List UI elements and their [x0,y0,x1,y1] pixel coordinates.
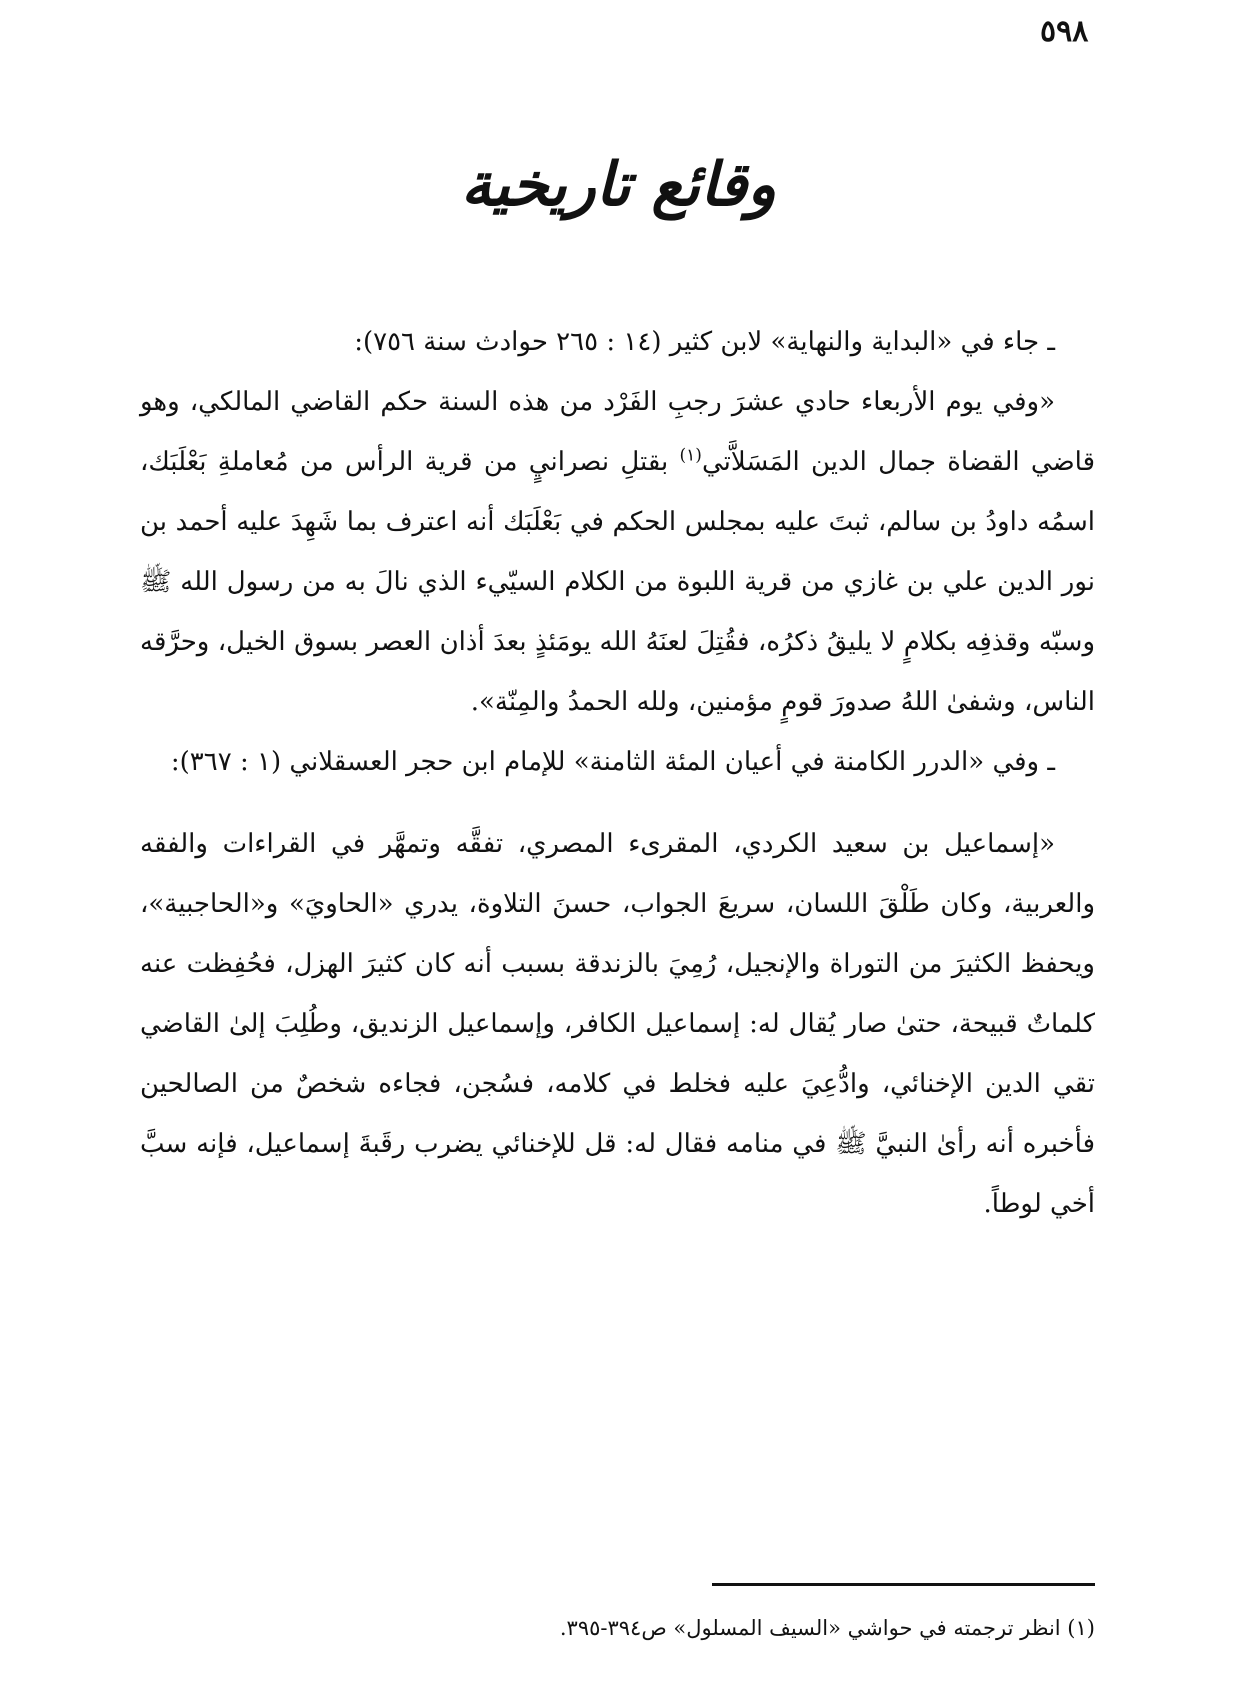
main-text [140,312,1095,1234]
source-citation-1: ـ جاء في «البداية والنهاية» لابن كثير (١٤ : ٢٦٥ حوادث سنة ٧٥٦): [354,327,1055,357]
quote-paragraph-1 [140,372,1095,732]
quote-1-text-start: «وفي يوم الأربعاء حادي عشرَ رجبِ الفَرْد من هذه السنة حكم القاضي المالكي، وهو قاضي القضاة جمال الدين المَسَلاَّتي [140,387,1095,477]
footnote-reference: (١) [679,445,702,466]
source-citation-2: ـ وفي «الدرر الكامنة في أعيان المئة الثامنة» للإمام ابن حجر العسقلاني (١ : ٣٦٧): [170,747,1055,777]
footnote-divider [712,1583,1095,1586]
quote-paragraph-2: «إسماعيل بن سعيد الكردي، المقرىء المصري، تفقَّه وتمهَّر في القراءات والفقه والعربية، وكان طَلْقَ اللسان، سريعَ الجواب، حسنَ التلاوة، يدري «الحاويَ» و«الحاجبية»، ويحفظ الكثيرَ من التوراة والإنجيل، رُمِيَ بالزندقة بسبب أنه كان كثيرَ الهزل، فحُفِظت عنه كلماتٌ قبيحة، حتىٰ صار يُقال له: إسماعيل الكافر، وإسماعيل الزنديق، وطُلِبَ إلىٰ القاضي تقي الدين الإخنائي، وادُّعِيَ عليه فخلط في كلامه، فسُجن، فجاءه شخصٌ من الصالحين فأخبره أنه رأىٰ النبيَّ ﷺ في منامه فقال له: قل للإخنائي يضرب رقَبةَ إسماعيل، فإنه سبَّ أخي لوطاً. [140,829,1095,1219]
quote-1-text-end: بقتلِ نصرانيٍ من قرية الرأس من مُعاملةِ بَعْلَبَك، اسمُه داودُ بن سالم، ثبتَ عليه بمجلس الحكم في بَعْلَبَك أنه اعترف بما شَهِدَ عليه أحمد بن نور الدين علي بن غازي من قرية اللبوة من الكلام السيّيء الذي نالَ به من رسول الله ﷺ وسبّه وقذفِه بكلامٍ لا يليقُ ذكرُه، فقُتِلَ لعنَهُ الله يومَئذٍ بعدَ أذان العصر بسوق الخيل، وحرَّقه الناس، وشفىٰ اللهُ صدورَ قومٍ مؤمنين، ولله الحمدُ والمِنّة». [140,447,1095,717]
footnote: (١) انظر ترجمته في حواشي «السيف المسلول» ص٣٩٤-٣٩٥. [559,1616,1095,1640]
page-number: ٥٩٨ [1040,14,1089,49]
page-title: وقائع تاريخية [460,150,777,220]
